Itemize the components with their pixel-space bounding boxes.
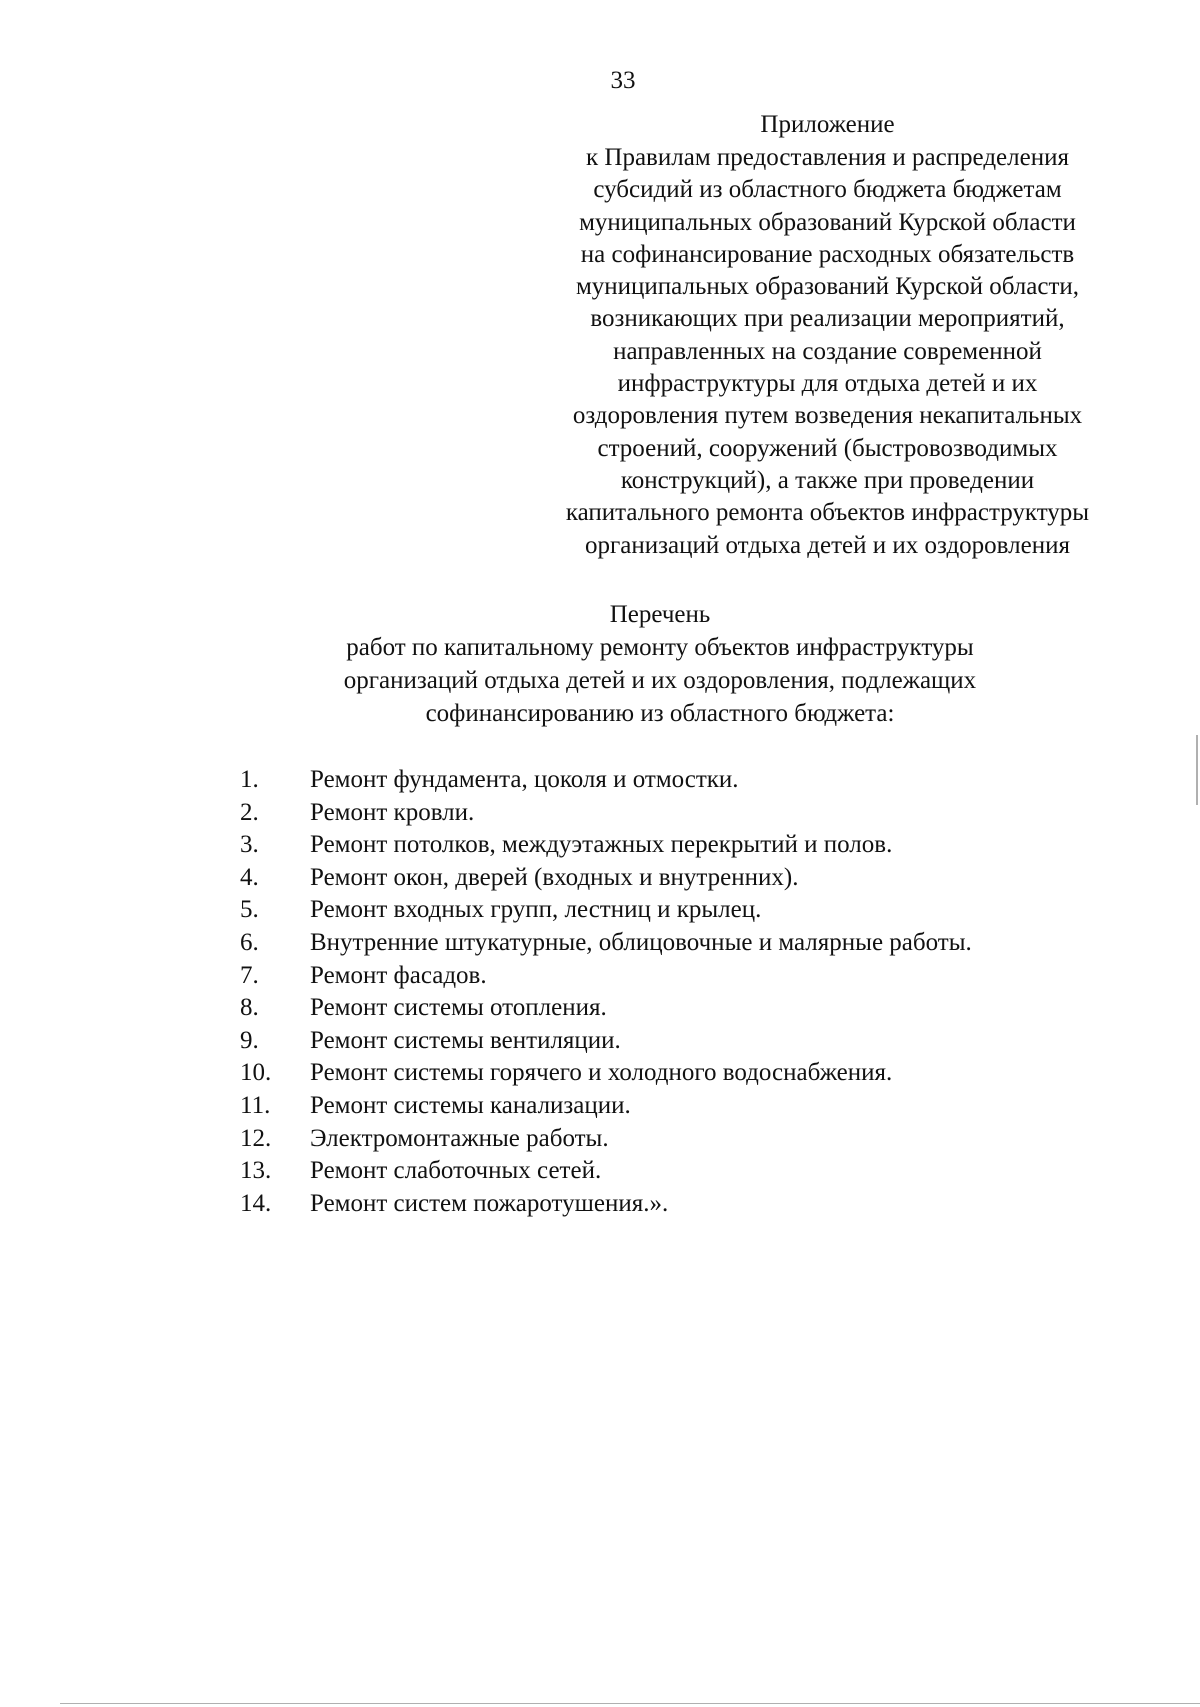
list-item [240,894,972,927]
item-text: Ремонт фасадов. [310,961,487,989]
item-number: 3. [240,831,259,859]
item-number: 12. [240,1124,272,1152]
scan-edge-mark [1196,735,1198,805]
list-item [240,1188,972,1221]
item-number: 2. [240,798,259,826]
appendix-line: капитального ремонта объектов инфраструктуры [565,499,1090,527]
appendix-line: к Правилам предоставления и распределения [586,144,1069,171]
item-number: 6. [240,928,259,956]
item-text: Ремонт слаботочных сетей. [310,1157,602,1185]
list-subtitle [0,631,1200,730]
appendix-line: на софинансирование расходных обязательств [580,240,1075,268]
list-item [240,764,972,797]
appendix-line: организаций отдыха детей и их оздоровления [585,531,1070,559]
list-item [240,797,972,830]
item-text: Электромонтажные работы. [310,1124,609,1152]
item-text: Ремонт систем пожаротушения.». [310,1189,669,1217]
list-subtitle-line: организаций отдыха детей и их оздоровления, подлежащих [343,667,977,694]
item-text: Ремонт окон, дверей (входных и внутренних). [310,863,799,891]
list-item [240,1090,972,1123]
list-item [240,829,972,862]
appendix-title: Приложение [760,111,895,138]
item-number: 11. [240,1091,271,1119]
appendix-line: муниципальных образований Курской области [579,208,1076,236]
list-item [240,1025,972,1058]
item-text: Ремонт системы отопления. [310,994,607,1022]
item-number: 7. [240,961,259,989]
item-text: Ремонт системы горячего и холодного водоснабжения. [310,1059,893,1087]
page-number: 33 [610,67,636,94]
appendix-line: конструкций), а также при проведении [620,466,1035,494]
list-subtitle-line: софинансированию из областного бюджета: [425,700,895,727]
scan-edge-mark [60,1703,1200,1704]
item-text: Ремонт входных групп, лестниц и крылец. [310,896,762,924]
item-number: 13. [240,1157,272,1185]
item-text: Ремонт фундамента, цоколя и отмостки. [310,766,739,793]
list-item [240,1155,972,1188]
item-number: 10. [240,1059,272,1087]
list-item [240,927,972,960]
list-item [240,1057,972,1090]
list-subtitle-line: работ по капитальному ремонту объектов инфраструктуры [346,634,974,661]
appendix-line: оздоровления путем возведения некапитальных [572,402,1083,430]
item-number: 9. [240,1026,259,1054]
list-item [240,1123,972,1156]
item-number: 5. [240,896,259,924]
item-number: 14. [240,1189,272,1217]
appendix-line: субсидий из областного бюджета бюджетам [593,176,1062,204]
list-item [240,862,972,895]
appendix-line: строений, сооружений (быстровозводимых [597,434,1058,462]
item-text: Ремонт системы вентиляции. [310,1026,621,1054]
item-text: Ремонт системы канализации. [310,1091,631,1119]
list-heading [0,598,1200,730]
item-text: Ремонт кровли. [310,798,475,826]
appendix-line: муниципальных образований Курской области, [575,273,1080,301]
item-number: 8. [240,994,259,1022]
works-list [240,764,972,1220]
appendix-text [440,142,1200,562]
appendix-line: инфраструктуры для отдыха детей и их [617,370,1038,398]
appendix-block [440,110,1200,562]
list-item [240,992,972,1025]
appendix-line: направленных на создание современной [613,337,1042,365]
item-text: Внутренние штукатурные, облицовочные и малярные работы. [310,928,972,956]
list-item [240,960,972,993]
item-number: 1. [240,766,259,793]
list-title: Перечень [609,601,711,628]
item-number: 4. [240,863,259,891]
item-text: Ремонт потолков, междуэтажных перекрытий и полов. [310,831,893,859]
appendix-line: возникающих при реализации мероприятий, [590,305,1065,333]
